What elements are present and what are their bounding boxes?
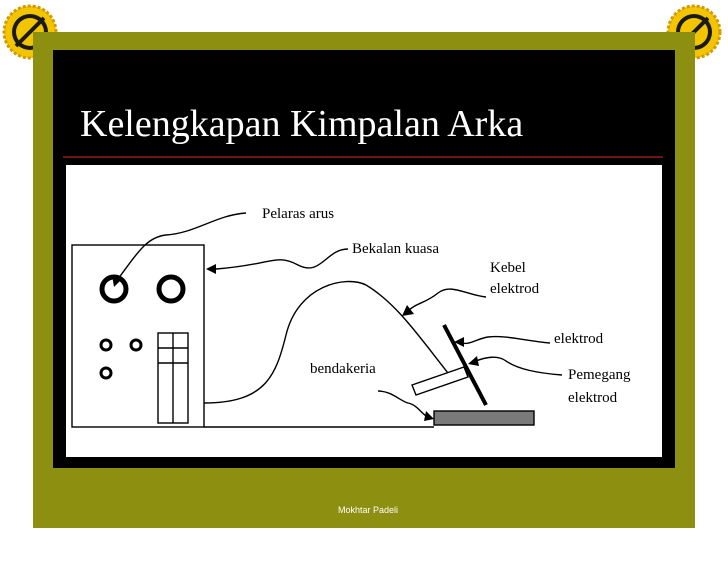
- label-pemegang-line1: Pemegang: [568, 367, 631, 383]
- label-elektrod: elektrod: [554, 331, 604, 347]
- leader-pelaras-arus: [118, 213, 246, 279]
- title-rule: [63, 156, 663, 158]
- electrode-holder: [412, 367, 468, 395]
- leader-bekalan-kuasa: [216, 249, 348, 269]
- leader-bendakerja: [378, 391, 428, 417]
- footer-author: Mokhtar Padeli: [338, 505, 399, 515]
- label-bekalan-kuasa: Bekalan kuasa: [352, 241, 440, 257]
- label-kebel-line2: elektrod: [490, 281, 540, 297]
- electrode-rod: [444, 325, 486, 405]
- leader-kebel-elektrod: [408, 289, 486, 311]
- knob-icon: [159, 277, 183, 301]
- small-knob-icon: [101, 340, 111, 350]
- label-kebel-line1: Kebel: [490, 260, 526, 276]
- label-bendakerja: bendakeria: [310, 361, 376, 377]
- workpiece: [434, 411, 534, 425]
- leader-elektrod: [462, 337, 550, 344]
- power-supply-box: [72, 245, 204, 427]
- leader-pemegang-elektrod: [476, 357, 562, 375]
- label-pelaras-arus: Pelaras arus: [262, 206, 335, 222]
- label-pemegang-line2: elektrod: [568, 390, 618, 406]
- welding-diagram: [66, 165, 662, 457]
- small-knob-icon: [101, 368, 111, 378]
- small-knob-icon: [131, 340, 141, 350]
- slide-title: Kelengkapan Kimpalan Arka: [80, 103, 524, 145]
